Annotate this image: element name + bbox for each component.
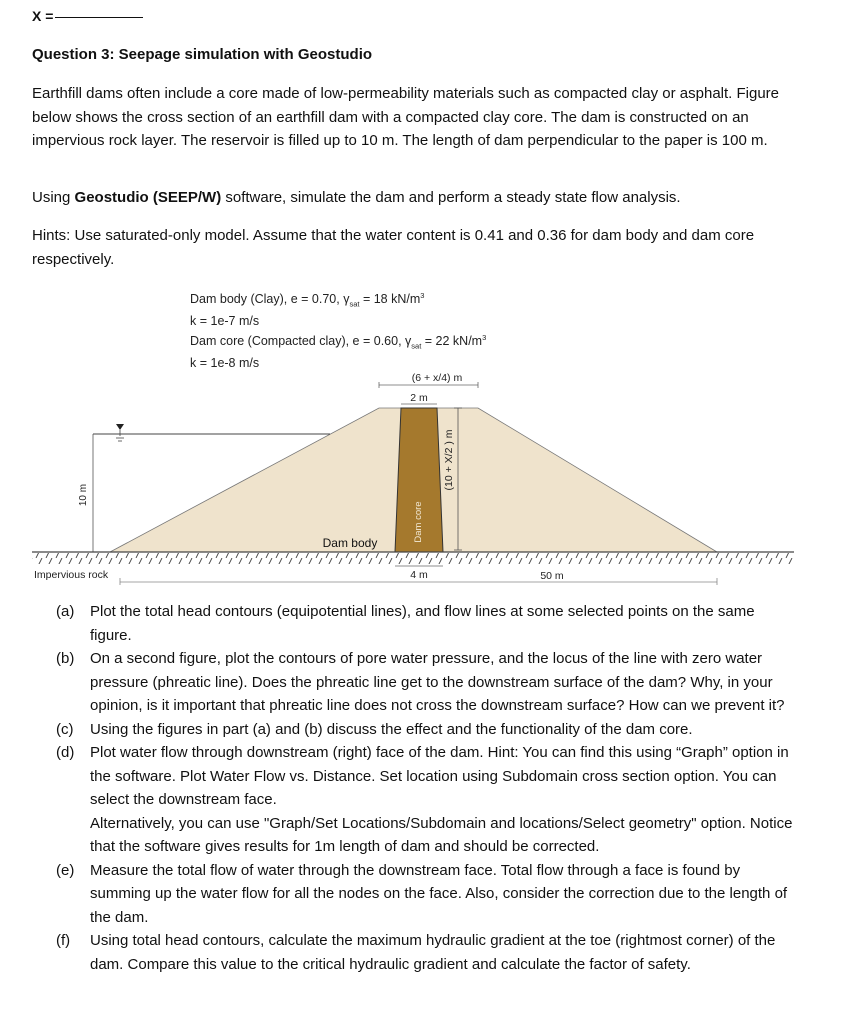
dam-core-label: Dam core [413,501,424,543]
core-top-label: 2 m [410,392,428,404]
part-label: (d) [56,744,75,761]
part-text: Using the figures in part (a) and (b) discuss the effect and the functionality of the dam core. [90,720,693,738]
question-part [56,647,796,718]
part-text: Using total head contours, calculate the maximum hydraulic gradient at the toe (rightmost corner) of the dam. Compare this value to the critical hydraulic gradient and calculate the factor of safety. [90,932,776,973]
software-paragraph [32,186,802,210]
question-part [56,600,796,647]
question-part [56,741,796,859]
body-material-properties [190,288,424,329]
part-text: Measure the total flow of water through the downstream face. Total flow through a face is found by summing up the water flow for all the nodes on the face. Also, consider the correction due to the length of the dam. [90,861,788,926]
dam-figure [24,282,804,592]
body-material-line2: k = 1e-7 m/s [190,313,260,328]
part-text: On a second figure, plot the contours of pore water pressure, and the locus of the line with zero water pressure (phreatic line). Does the phreatic line get to the downstream surface of the dam? Why, in your opinion, is it important that phreatic line does not cross the downstream surface? How can we prevent it? [90,650,785,714]
part-label: (c) [56,720,74,738]
x-label: X = [32,8,54,24]
question-title: Question 3: Seepage simulation with Geostudio [32,46,373,63]
part-label: (e) [56,861,75,879]
core-material-line2: k = 1e-8 m/s [190,355,260,370]
part-label: (a) [56,603,75,620]
water-depth-label: 10 m [78,483,89,507]
part-extra-text: Alternatively, you can use "Graph/Set Locations/Subdomain and locations/Select geometry" option. Notice that the software gives results for 1m length of dam and should be corrected. [90,814,793,855]
intro-paragraph: Earthfill dams often include a core made of low-permeability materials such as compacted clay or asphalt. Figure below shows the cross section of an earthfill dam with a compacted clay core. The dam is constructed on an impervious rock layer. The reservoir is filled up to 10 m. The length of dam perpendicular to the paper is 100 m. [32,85,780,149]
part-label: (b) [56,650,75,667]
hints-paragraph: Hints: Use saturated-only model. Assume that the water content is 0.41 and 0.36 for dam body and dam core respectively. [32,227,755,268]
dam-body-label: Dam body [322,536,378,550]
question-part [56,929,796,976]
answer-line [32,8,143,24]
software-name: Geostudio (SEEP/W) [74,189,222,206]
question-part [56,718,796,742]
answer-blank [55,17,143,18]
body-material-line1: Dam body (Clay), e = 0.70, $\gamma_{sat} = 18$ $kN/m^3$ [190,291,425,309]
rock-hatch [32,553,794,564]
p2-before: Using [32,189,75,206]
top-width-label: (6 + x/4) m [411,372,463,384]
base-length-label: 50 m [540,570,564,582]
water-level-marker-icon [116,424,124,430]
core-material-properties [190,330,486,371]
rock-label: Impervious rock [34,569,109,581]
core-height-label: (10 + X/2 ) m [443,429,455,491]
part-label: (f) [56,932,71,949]
part-text: Plot water flow through downstream (right) face of the dam. Hint: You can find this using “Graph” option in the software. Plot Water Flow vs. Distance. Set location using Subdomain cross section option. You can select the downstream face. [90,744,789,808]
part-text: Plot the total head contours (equipotential lines), and flow lines at some selected points on the same figure. [90,603,755,644]
p2-after: software, simulate the dam and perform a steady state flow analysis. [221,189,681,206]
question-part [56,859,796,930]
core-bottom-label: 4 m [410,569,428,581]
question-parts [56,600,796,976]
core-material-line1: Dam core (Compacted clay), e = 0.60, $\gamma_{sat} = 22$ $kN/m^3$ [190,333,487,351]
